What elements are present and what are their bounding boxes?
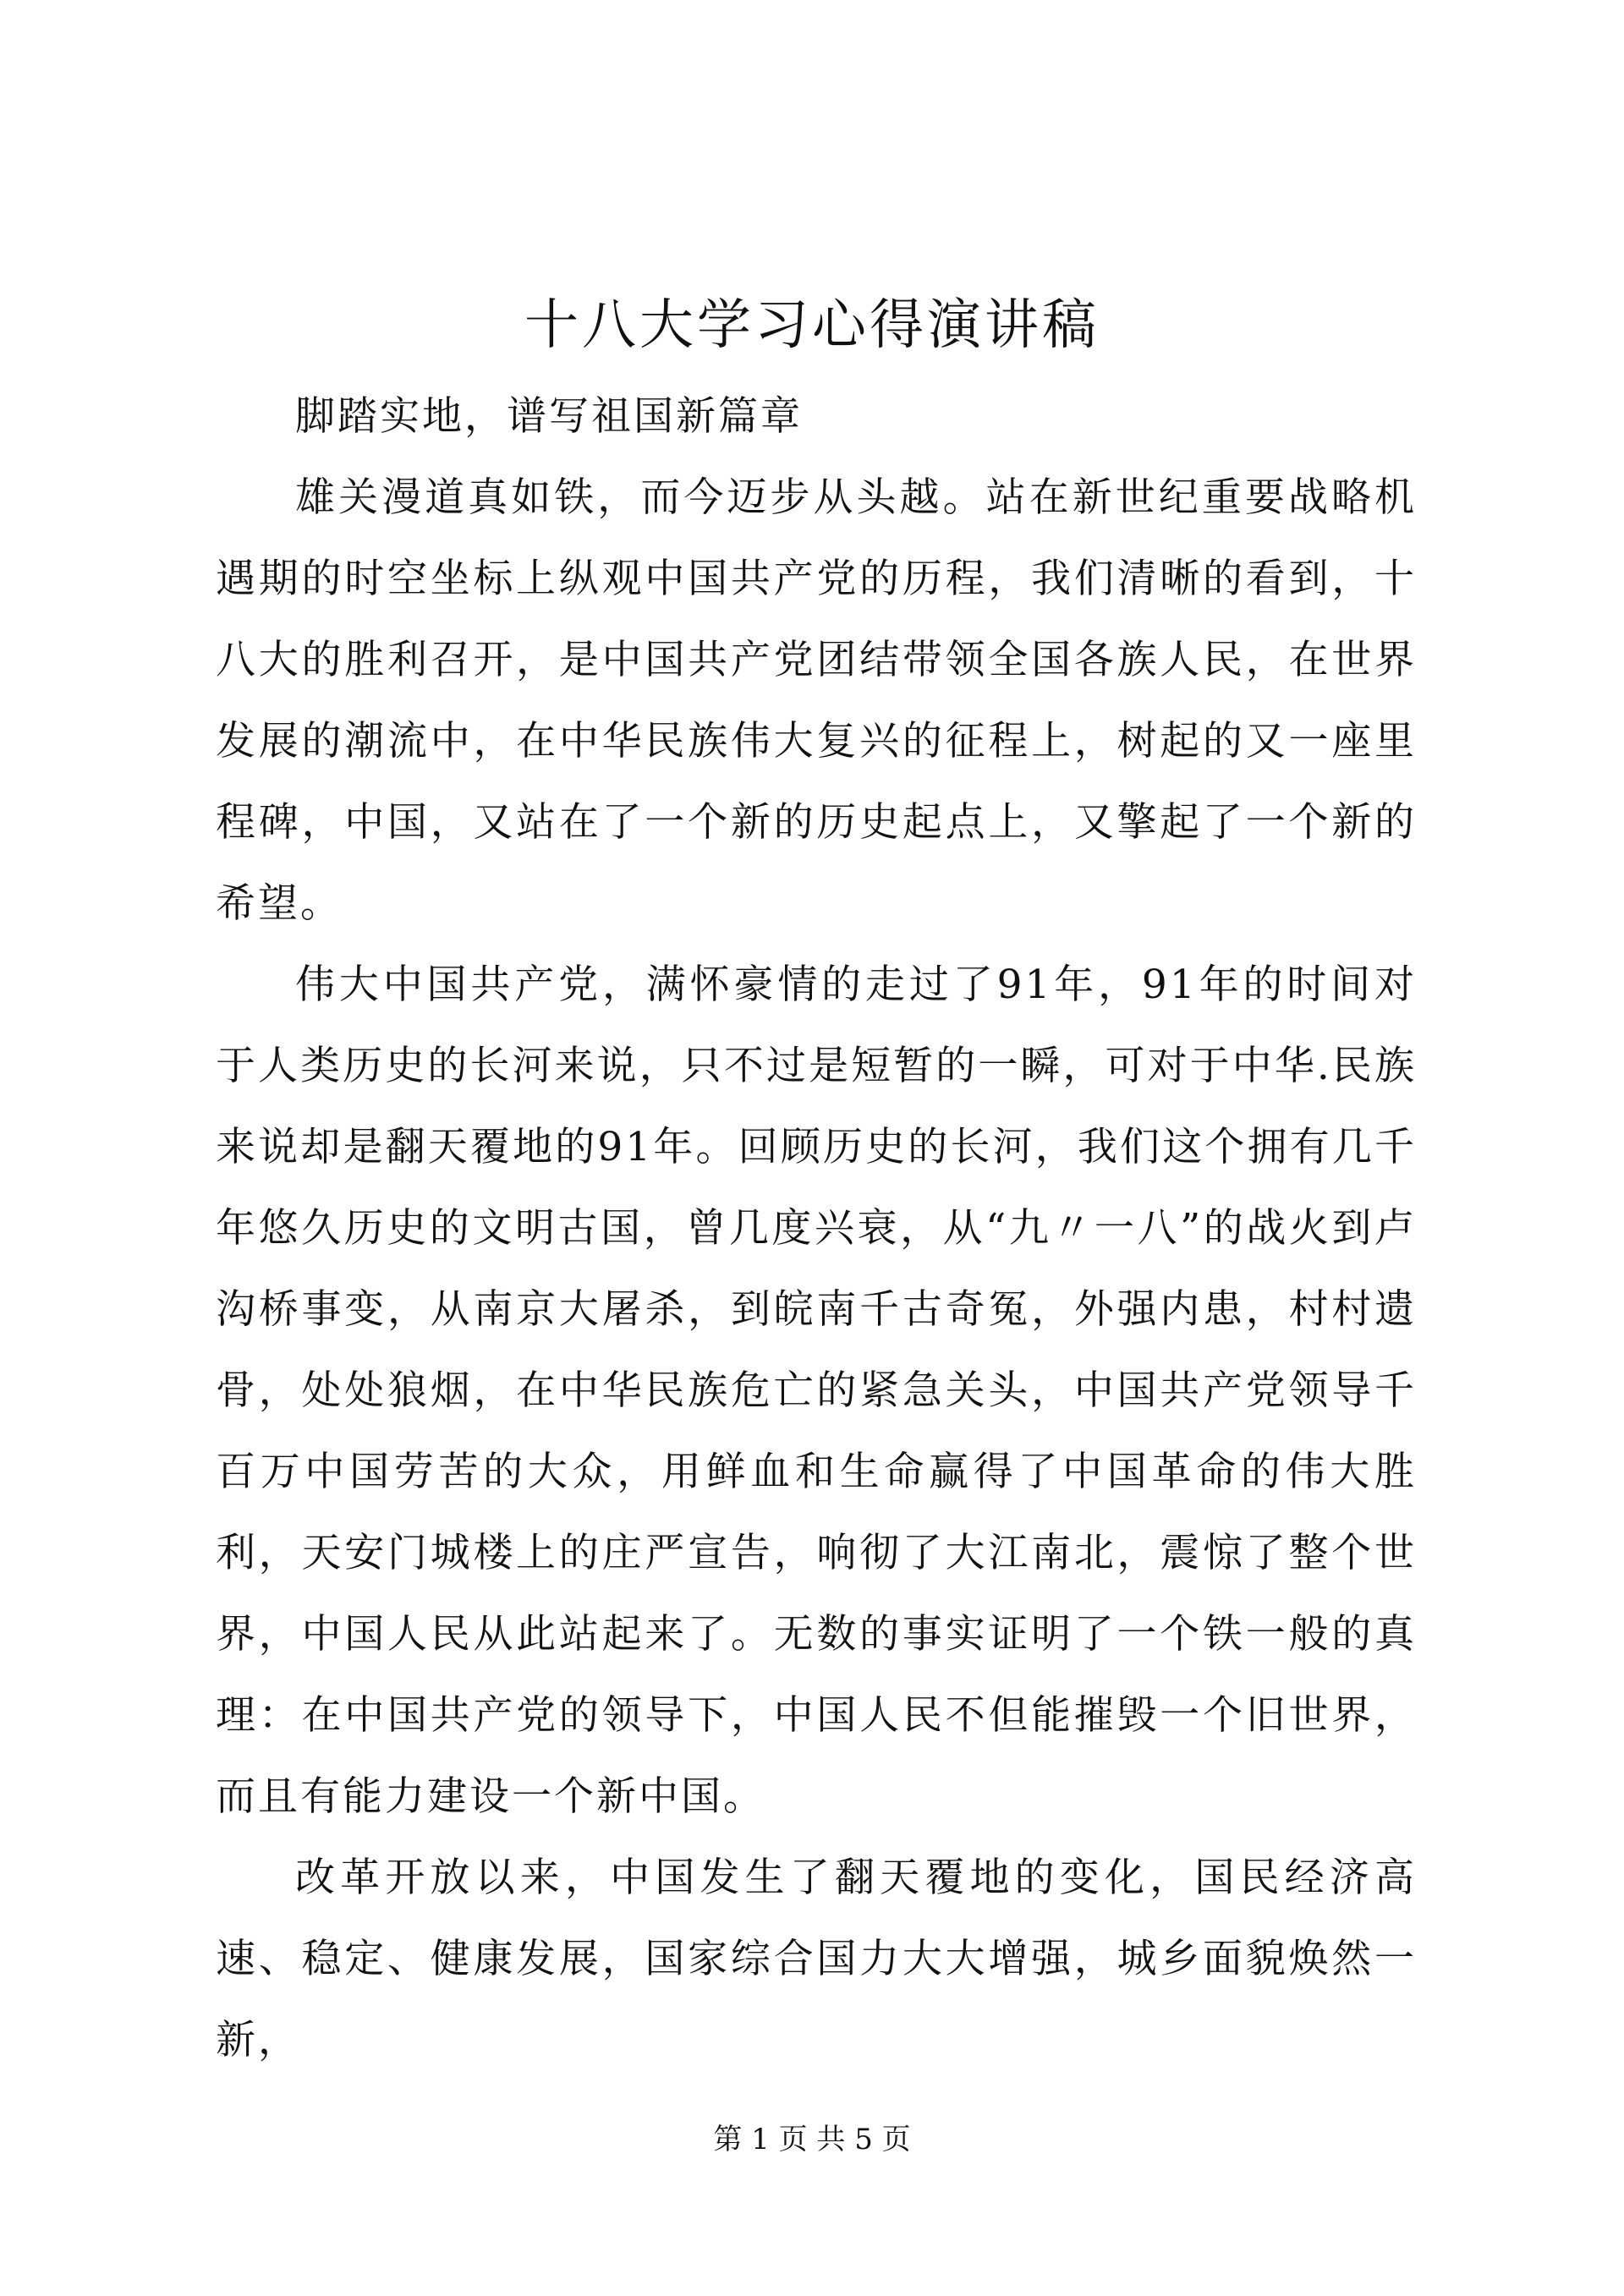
page-footer: 第 1 页 共 5 页 xyxy=(713,2123,911,2156)
document-body xyxy=(216,376,1417,2081)
body-paragraph: 雄关漫道真如铁，而今迈步从头越。站在新世纪重要战略机遇期的时空坐标上纵观中国共产党的历程，我们清晰的看到，十八大的胜利召开，是中国共产党团结带领全国各族人民，在世界发展的潮流中，在中华民族伟大复兴的征程上，树起的又一座里程碑，中国，又站在了一个新的历史起点上，又擎起了一个新的希望。 xyxy=(216,474,1417,927)
subtitle-paragraph: 脚踏实地，谱写祖国新篇章 xyxy=(295,393,803,440)
body-paragraph: 改革开放以来，中国发生了翻天覆地的变化，国民经济高速、稳定、健康发展，国家综合国力大大增强，城乡面貌焕然一新， xyxy=(216,1855,1417,2063)
body-paragraph: 伟大中国共产党，满怀豪情的走过了91年，91年的时间对于人类历史的长河来说，只不过是短暂的一瞬，可对于中华.民族来说却是翻天覆地的91年。回顾历史的长河，我们这个拥有几千年悠久历史的文明古国，曾几度兴衰，从“九〃一八”的战火到卢沟桥事变，从南京大屠杀，到皖南千古奇冤，外强内患，村村遗骨，处处狼烟，在中华民族危亡的紧急关头，中国共产党领导千百万中国劳苦的大众，用鲜血和生命赢得了中国革命的伟大胜利，天安门城楼上的庄严宣告，响彻了大江南北，震惊了整个世界，中国人民从此站起来了。无数的事实证明了一个铁一般的真理：在中国共产党的领导下，中国人民不但能摧毁一个旧世界，而且有能力建设一个新中国。 xyxy=(216,962,1417,1820)
document-title: 十八大学习心得演讲稿 xyxy=(524,294,1100,357)
